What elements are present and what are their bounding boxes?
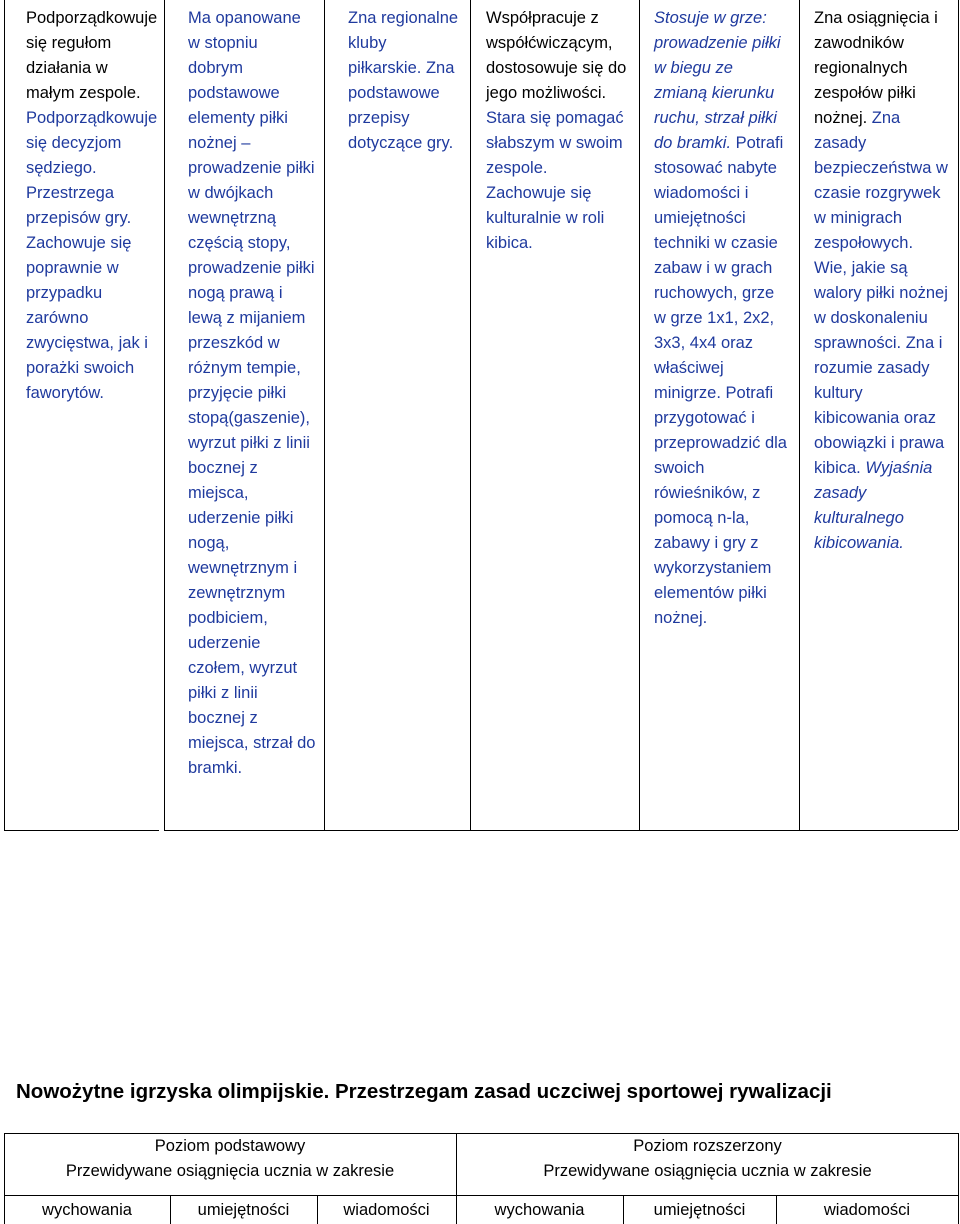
level-basic-subtitle: Przewidywane osiągnięcia ucznia w zakresie <box>65 1162 395 1180</box>
grid-line <box>639 830 799 831</box>
level-extended-subtitle: Przewidywane osiągnięcia ucznia w zakresie <box>543 1162 872 1180</box>
table-cell-col2 <box>174 0 324 781</box>
text-segment: Podporządkowuje się regułom działania w małym zespole. <box>26 9 158 102</box>
table-cell-col3 <box>334 0 470 156</box>
text-segment: Stara się pomagać słabszym w swoim zespole. Zachowuje się kulturalnie w roli kibica. <box>486 109 624 252</box>
column-header-wychowania: wychowania <box>42 1201 132 1219</box>
grid-line <box>799 0 800 830</box>
grid-line <box>470 0 471 830</box>
level-basic-header <box>4 1134 456 1184</box>
text-segment: Współpracuje z współćwiczącym, dostosowuje się do jego możliwości. <box>486 9 627 102</box>
grid-line <box>958 0 959 830</box>
grid-line <box>4 830 159 831</box>
grid-line <box>324 830 470 831</box>
grid-line <box>470 830 639 831</box>
table-cell-col6 <box>802 0 958 556</box>
grid-line <box>639 0 640 830</box>
level-extended-header <box>457 1134 958 1184</box>
grid-line <box>4 1195 959 1196</box>
table-cell-col1 <box>14 0 164 406</box>
level-basic-title: Poziom podstawowy <box>154 1137 306 1155</box>
table-cell-col4 <box>474 0 638 256</box>
column-header-wychowania: wychowania <box>494 1201 585 1219</box>
grid-line <box>164 830 324 831</box>
grid-line <box>799 830 958 831</box>
text-segment: Podporządkowuje się decyzjom sędziego. Przestrzega przepisów gry. Zachowuje się poprawnie w przypadku zarówno zwycięstwa, jak i porażki swoich faworytów. <box>26 109 158 402</box>
text-segment: Potrafi stosować nabyte wiadomości i umiejętności techniki w czasie zabaw i w grach ruchowych, grze w grze 1x1, 2x2, 3x3, 4x4 oraz właściwej minigrze. Potrafi przygotować i przeprowadzić dla swoich rówieśników, z pomocą n-la, zabawy i gry z wykorzystaniem elementów piłki nożnej. <box>654 134 787 627</box>
text-segment: Ma opanowane w stopniu dobrym podstawowe elementy piłki nożnej – prowadzenie piłki w dwójkach wewnętrzną częścią stopy, prowadzenie piłki nogą prawą i lewą z mijaniem przeszkód w różnym tempie, przyjęcie piłki stopą(gaszenie), wyrzut piłki z linii bocznej z miejsca, uderzenie piłki nogą, wewnętrznym i zewnętrznym podbiciem, uderzenie czołem, wyrzut piłki z linii bocznej z miejsca, strzał do bramki. <box>188 9 316 777</box>
grid-line <box>164 0 165 830</box>
table-cell-col5 <box>642 0 798 631</box>
grid-line <box>4 0 5 830</box>
section-heading: Nowożytne igrzyska olimpijskie. Przestrzegam zasad uczciwej sportowej rywalizacji <box>16 1080 832 1103</box>
column-header-wiadomosci: wiadomości <box>343 1201 430 1219</box>
column-header-umiejetnosci: umiejętności <box>653 1201 746 1219</box>
grid-line <box>958 1133 959 1224</box>
text-segment: Zna osiągnięcia i zawodników regionalnych zespołów piłki nożnej. <box>814 9 938 127</box>
text-segment: Zna zasady bezpieczeństwa w czasie rozgrywek w minigrach zespołowych. Wie, jakie są walory piłki nożnej w doskonaleniu sprawności. Zna i rozumie zasady kultury kibicowania oraz obowiązki i prawa kibica. <box>814 109 948 477</box>
text-segment: Stosuje w grze: prowadzenie piłki w biegu ze zmianą kierunku ruchu, strzał piłki do bramki. <box>654 9 781 152</box>
text-segment: Zna regionalne kluby piłkarskie. Zna podstawowe przepisy dotyczące gry. <box>348 9 459 152</box>
column-header-wiadomosci: wiadomości <box>823 1201 911 1219</box>
grid-line <box>324 0 325 830</box>
level-extended-title: Poziom rozszerzony <box>633 1137 782 1155</box>
text-segment: Wyjaśnia zasady kulturalnego kibicowania. <box>814 459 933 552</box>
column-header-umiejetnosci: umiejętności <box>197 1201 290 1219</box>
